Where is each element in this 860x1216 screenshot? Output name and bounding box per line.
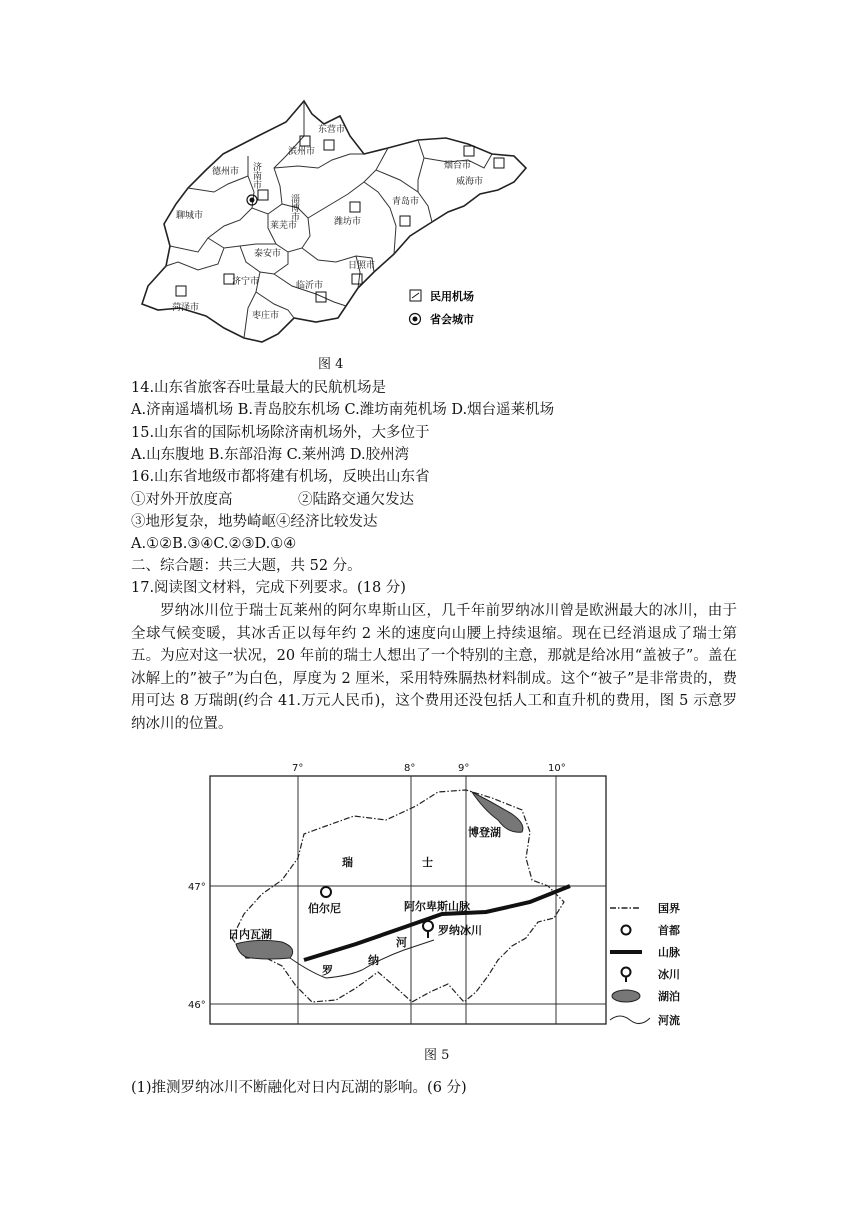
q15-options: A.山东腹地 B.东部沿海 C.莱州鸿 D.胶州湾	[131, 447, 410, 463]
airport-icon	[494, 158, 504, 168]
q17-stem: 17.阅读图文材料，完成下列要求。(18 分)	[131, 580, 406, 596]
shandong-map	[128, 96, 548, 366]
city-label: 枣庄市	[252, 311, 280, 321]
lat-label: 46°	[188, 1000, 206, 1011]
q17-paragraph: 罗纳冰川位于瑞士瓦莱州的阿尔卑斯山区，几千年前罗纳冰川曾是欧洲最大的冰川，由于全球气候变暖，其冰舌正以每年约 2 米的速度向山腰上持续退缩。现在已经消退成了瑞士第五。为应对这一状况，20 年前的瑞士人想出了一个特别的主意，那就是给冰用“盖被子”。盖在冰解上的”被子”为白色，厚度为 2 厘米，采用特殊膈热材料制成。这个“被子”是非常贵的，费用可达 8 万瑞朗(约合 41.万元人民币)，这个费用还没包括人工和直升机的费用，图 5 示意罗纳冰川的位置。	[131, 603, 737, 732]
label-capital: 伯尔尼	[308, 902, 341, 915]
airport-icon	[400, 216, 410, 226]
airport-icon	[176, 286, 186, 296]
legend-border: 国界	[658, 902, 680, 915]
glacier-icon	[622, 968, 631, 977]
q16-item: ③地形复杂，地势崎岖	[131, 514, 276, 530]
label-country: 瑞	[342, 856, 353, 869]
lon-label: 7°	[292, 763, 304, 774]
lon-label: 9°	[458, 763, 470, 774]
city-label: 威海市	[456, 177, 484, 187]
city-label: 莱芜市	[270, 221, 298, 231]
lat-label: 47°	[188, 882, 206, 893]
river-icon	[610, 1016, 650, 1024]
map-legend	[410, 289, 475, 326]
airport-icon	[352, 274, 362, 284]
city-label: 潍坊市	[334, 217, 362, 227]
switzerland-map	[186, 762, 706, 1037]
q16-options: A.①②B.③④C.②③D.①④	[131, 536, 297, 552]
city-label: 青岛市	[392, 197, 420, 207]
city-label: 临沂市	[296, 281, 324, 291]
legend-lake: 湖泊	[658, 990, 680, 1003]
figure5-caption: 图 5	[424, 1048, 450, 1063]
q16-item: ②陆路交通欠发达	[298, 492, 414, 508]
glacier-icon	[423, 921, 433, 931]
city-label: 济宁市	[232, 277, 260, 287]
q16-item: ①对外开放度高	[131, 492, 233, 508]
lon-label: 8°	[404, 763, 416, 774]
label-glacier: 罗纳冰川	[438, 924, 482, 937]
city-label: 聊城市	[176, 211, 204, 221]
lake-geneva	[236, 940, 293, 959]
label-river: 罗	[322, 964, 333, 977]
city-label: 烟台市	[444, 161, 472, 171]
q15-stem: 15.山东省的国际机场除济南机场外，大多位于	[131, 425, 430, 441]
legend-capital: 省会城市	[430, 313, 474, 326]
legend-river: 河流	[658, 1014, 680, 1027]
q17-sub1: (1)推测罗纳冰川不断融化对日内瓦湖的影响。(6 分)	[131, 1080, 467, 1096]
city-label: 菏泽市	[172, 303, 200, 313]
label-country: 士	[422, 856, 433, 869]
alps-range	[304, 886, 570, 960]
airport-icon	[324, 140, 334, 150]
map-legend	[610, 901, 681, 1027]
airport-icon	[350, 202, 360, 212]
figure4-caption: 图 4	[318, 357, 344, 372]
label-mountain: 阿尔卑斯山脉	[404, 900, 470, 913]
label-lake-geneva: 日内瓦湖	[228, 928, 272, 941]
lon-label: 10°	[548, 763, 566, 774]
lake-icon	[612, 990, 640, 1002]
q14-stem: 14.山东省旅客吞吐量最大的民航机场是	[131, 380, 387, 396]
airport-icon	[300, 136, 310, 146]
city-label: 济南市	[251, 162, 261, 189]
city-label: 滨州市	[288, 147, 316, 157]
label-river: 河	[396, 936, 407, 949]
section-title: 二、综合题：共三大题，共 52 分。	[131, 558, 362, 574]
q16-stem: 16.山东省地级市都将建有机场，反映出山东省	[131, 469, 430, 485]
legend-capital: 首都	[658, 924, 680, 937]
city-label: 东营市	[318, 125, 346, 135]
city-label: 淄博市	[289, 194, 299, 221]
capital-icon	[321, 887, 331, 897]
label-lake-constance: 博登湖	[468, 826, 501, 839]
airport-icon	[258, 190, 268, 200]
city-label: 日照市	[348, 261, 376, 271]
city-label: 泰安市	[254, 249, 282, 259]
city-label: 德州市	[212, 167, 240, 177]
airport-icon	[316, 292, 326, 302]
q16-item: ④经济比较发达	[276, 514, 378, 530]
airport-icon	[464, 146, 474, 156]
legend-mountain: 山脉	[658, 946, 680, 959]
label-river: 纳	[368, 954, 379, 967]
legend-airport: 民用机场	[430, 290, 474, 303]
q14-options: A.济南遥墙机场 B.青岛胶东机场 C.潍坊南苑机场 D.烟台遥莱机场	[131, 402, 555, 418]
capital-icon	[622, 926, 631, 935]
legend-glacier: 冰川	[658, 968, 680, 981]
